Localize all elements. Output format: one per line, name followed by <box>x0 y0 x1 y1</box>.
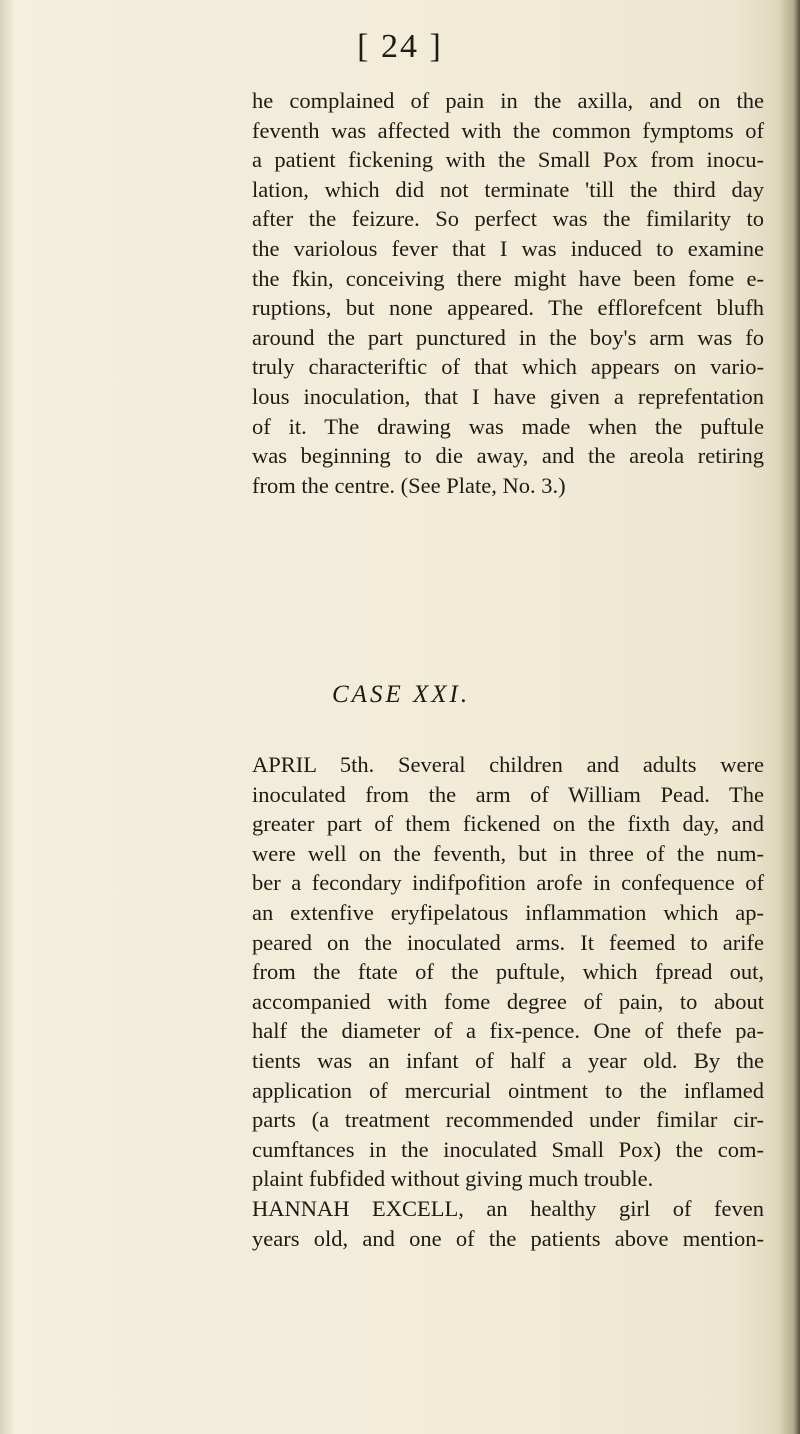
text-block <box>252 86 764 1251</box>
text-line: after the feizure. So perfect was the fimilarity to <box>252 206 764 232</box>
case-heading-text: CASE XXI. <box>332 681 471 708</box>
text-line: inoculated from the arm of William Pead. The <box>252 781 764 807</box>
text-line: was beginning to die away, and the areola retiring <box>252 443 764 469</box>
text-line: lous inoculation, that I have given a reprefentation <box>252 383 764 409</box>
paragraph-case-xx-continued <box>252 86 764 500</box>
case-heading <box>252 678 764 712</box>
text-line: an extenfive eryfipelatous inflammation which ap- <box>252 899 764 925</box>
text-line: from the ftate of the puftule, which fpread out, <box>252 959 764 985</box>
text-line: HANNAH EXCELL, an healthy girl of feven <box>252 1195 764 1221</box>
text-line: ber a fecondary indifpofition arofe in confequence of <box>252 870 764 896</box>
text-line: tients was an infant of half a year old. By the <box>252 1047 764 1073</box>
text-line: application of mercurial ointment to the inflamed <box>252 1077 764 1103</box>
page-spine-shadow <box>778 0 800 1434</box>
text-line: of it. The drawing was made when the puftule <box>252 413 764 439</box>
text-line: APRIL 5th. Several children and adults were <box>252 752 764 777</box>
text-line: from the centre. (See Plate, No. 3.) <box>252 472 566 498</box>
text-line: years old, and one of the patients above mention- <box>252 1225 764 1251</box>
text-line: accompanied with fome degree of pain, to about <box>252 988 764 1014</box>
text-line: lation, which did not terminate 'till the third day <box>252 176 764 202</box>
text-line: the fkin, conceiving there might have been fome e- <box>252 265 764 291</box>
paragraph-case-xxi <box>252 750 764 1253</box>
text-line: a patient fickening with the Small Pox from inocu- <box>252 147 764 173</box>
text-line: around the part punctured in the boy's arm was fo <box>252 324 764 350</box>
text-line: cumftances in the inoculated Small Pox) the com- <box>252 1136 764 1162</box>
text-line: the variolous fever that I was induced to examine <box>252 235 764 261</box>
text-line: half the diameter of a fix-pence. One of thefe pa- <box>252 1018 764 1044</box>
page-left-edge <box>0 0 14 1434</box>
text-line: truly characteriftic of that which appears on vario- <box>252 354 764 380</box>
text-line: greater part of them fickened on the fixth day, and <box>252 811 764 837</box>
text-line: plaint fubfided without giving much trouble. <box>252 1166 654 1192</box>
text-line: peared on the inoculated arms. It feemed to arife <box>252 929 764 955</box>
page-number: [ 24 ] <box>357 28 443 65</box>
text-line: feventh was affected with the common fymptoms of <box>252 117 764 143</box>
text-line: ruptions, but none appeared. The efflorefcent blufh <box>252 295 764 321</box>
text-line: were well on the feventh, but in three of the num- <box>252 840 764 866</box>
text-line: parts (a treatment recommended under fimilar cir- <box>252 1107 764 1133</box>
text-line: he complained of pain in the axilla, and on the <box>252 88 764 113</box>
